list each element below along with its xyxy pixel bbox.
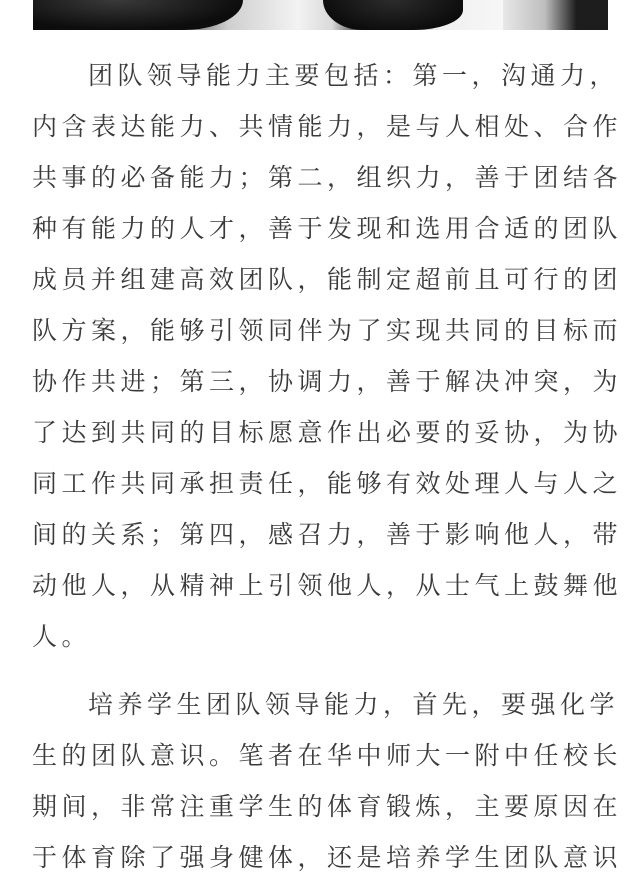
text-line: 期间，非常注重学生的体育锻炼，主要原因在: [32, 792, 623, 821]
text-line: 生的团队意识。笔者在华中师大一附中任校长: [32, 741, 623, 770]
text-line: 动他人，从精神上引领他人，从士气上鼓舞他: [32, 571, 623, 600]
text-line: 协作共进；第三，协调力，善于解决冲突，为: [32, 367, 623, 396]
article-photo: [33, 0, 608, 30]
text-line: 队方案，能够引领同伴为了实现共同的目标而: [32, 316, 623, 345]
text-line: 共事的必备能力；第二，组织力，善于团结各: [32, 163, 623, 192]
text-line: 了达到共同的目标愿意作出必要的妥协，为协: [32, 418, 623, 447]
text-line: 人。: [32, 622, 92, 651]
text-line: 同工作共同承担责任，能够有效处理人与人之: [32, 469, 623, 498]
text-line: 间的关系；第四，感召力，善于影响他人，带: [32, 520, 623, 549]
text-line: 成员并组建高效团队，能制定超前且可行的团: [32, 265, 623, 294]
text-line: 内含表达能力、共情能力，是与人相处、合作: [32, 112, 623, 141]
text-line: 培养学生团队领导能力，首先，要强化学: [88, 690, 620, 719]
text-line: 种有能力的人才，善于发现和选用合适的团队: [32, 214, 623, 243]
text-line: 团队领导能力主要包括：第一，沟通力，: [88, 61, 620, 90]
text-line: 于体育除了强身健体，还是培养学生团队意识: [32, 843, 623, 872]
